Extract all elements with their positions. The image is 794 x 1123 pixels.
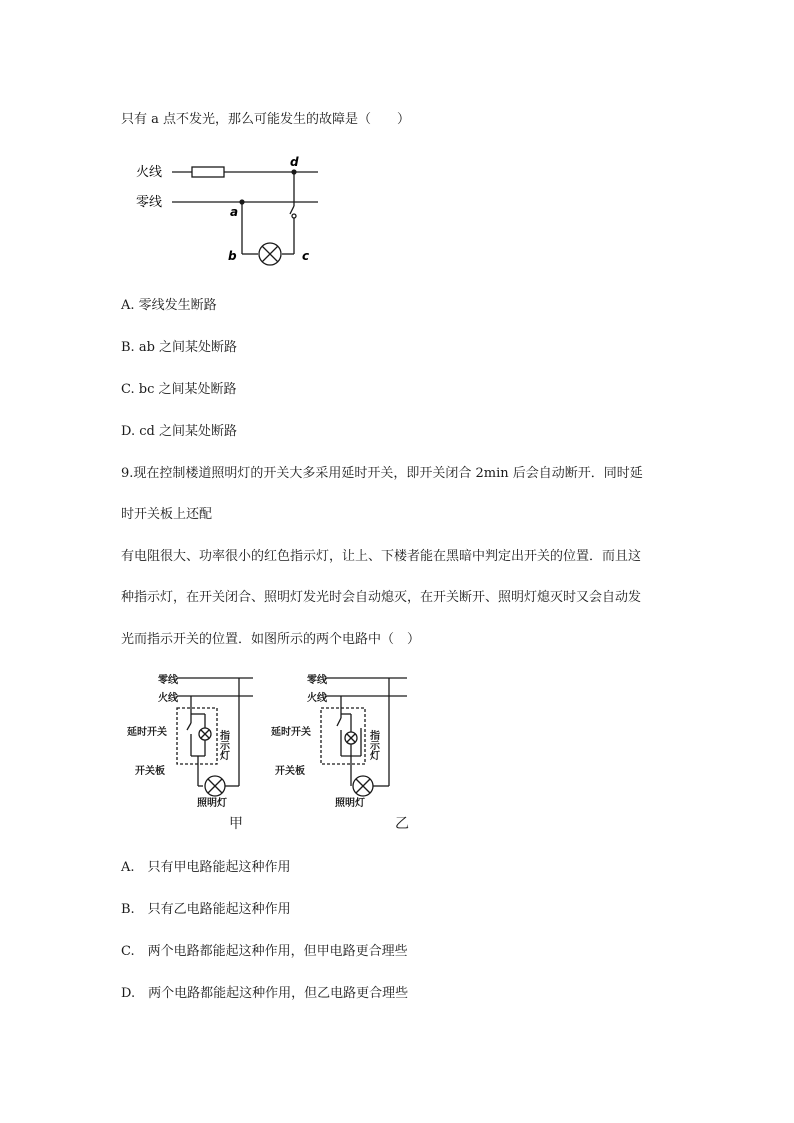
jia-switch-board-label: 开关板 [135,766,165,777]
q8-option-b[interactable]: B. ab 之间某处断路 [121,340,238,355]
yi-lamp-label: 照明灯 [335,798,365,809]
jia-delay-switch-label: 延时开关 [127,727,167,738]
q9-stem-line-5: 光而指示开关的位置．如图所示的两个电路中（ ） [121,632,421,647]
jia-indicator-label: 指示灯 [217,730,229,760]
jia-live-label: 火线 [158,693,178,704]
live-label: 火线 [136,165,163,180]
q8-option-d[interactable]: D. cd 之间某处断路 [121,424,237,439]
q9-stem-line-1: 9.现在控制楼道照明灯的开关大多采用延时开关，即开关闭合 2min 后会自动断开．同时延 [121,466,643,481]
yi-neutral-label: 零线 [307,675,327,686]
junction-d [291,169,296,174]
q9-circuit-diagrams [125,668,425,840]
yi-caption: 乙 [395,816,409,832]
q9-stem-line-3: 有电阻很大、功率很小的红色指示灯，让上、下楼者能在黑暗中判定出开关的位置．而且这 [121,549,642,564]
yi-switch-board-label: 开关板 [275,766,305,777]
q9-option-d[interactable]: D. 两个电路都能起这种作用，但乙电路更合理些 [121,986,409,1001]
jia-neutral-label: 零线 [158,675,178,686]
yi-indicator-label: 指示灯 [367,730,379,760]
point-d-label: d [290,155,299,169]
q9-stem-line-2: 时开关板上还配 [121,507,213,522]
point-c-label: c [302,249,310,263]
q8-option-c[interactable]: C. bc 之间某处断路 [121,382,237,397]
q9-option-a[interactable]: A. 只有甲电路能起这种作用 [121,860,291,875]
q9-stem-line-4: 种指示灯，在开关闭合、照明灯发光时会自动熄灭，在开关断开、照明灯熄灭时又会自动发 [121,590,642,605]
switch-blade [290,206,294,214]
yi-live-label: 火线 [307,693,327,704]
q8-circuit-diagram [130,150,330,270]
point-a-label: a [230,205,239,219]
q9-option-c[interactable]: C. 两个电路都能起这种作用，但甲电路更合理些 [121,944,408,959]
neutral-label: 零线 [136,195,163,210]
jia-caption: 甲 [229,816,243,832]
q8-stem: 只有 a 点不发光，那么可能发生的故障是（ ） [121,112,411,127]
q8-option-a[interactable]: A. 零线发生断路 [121,298,217,313]
point-b-label: b [228,249,237,263]
q9-option-b[interactable]: B. 只有乙电路能起这种作用 [121,902,291,917]
fuse [192,167,224,177]
junction-a [239,199,244,204]
yi-delay-switch-label: 延时开关 [271,727,311,738]
jia-lamp-label: 照明灯 [197,798,227,809]
